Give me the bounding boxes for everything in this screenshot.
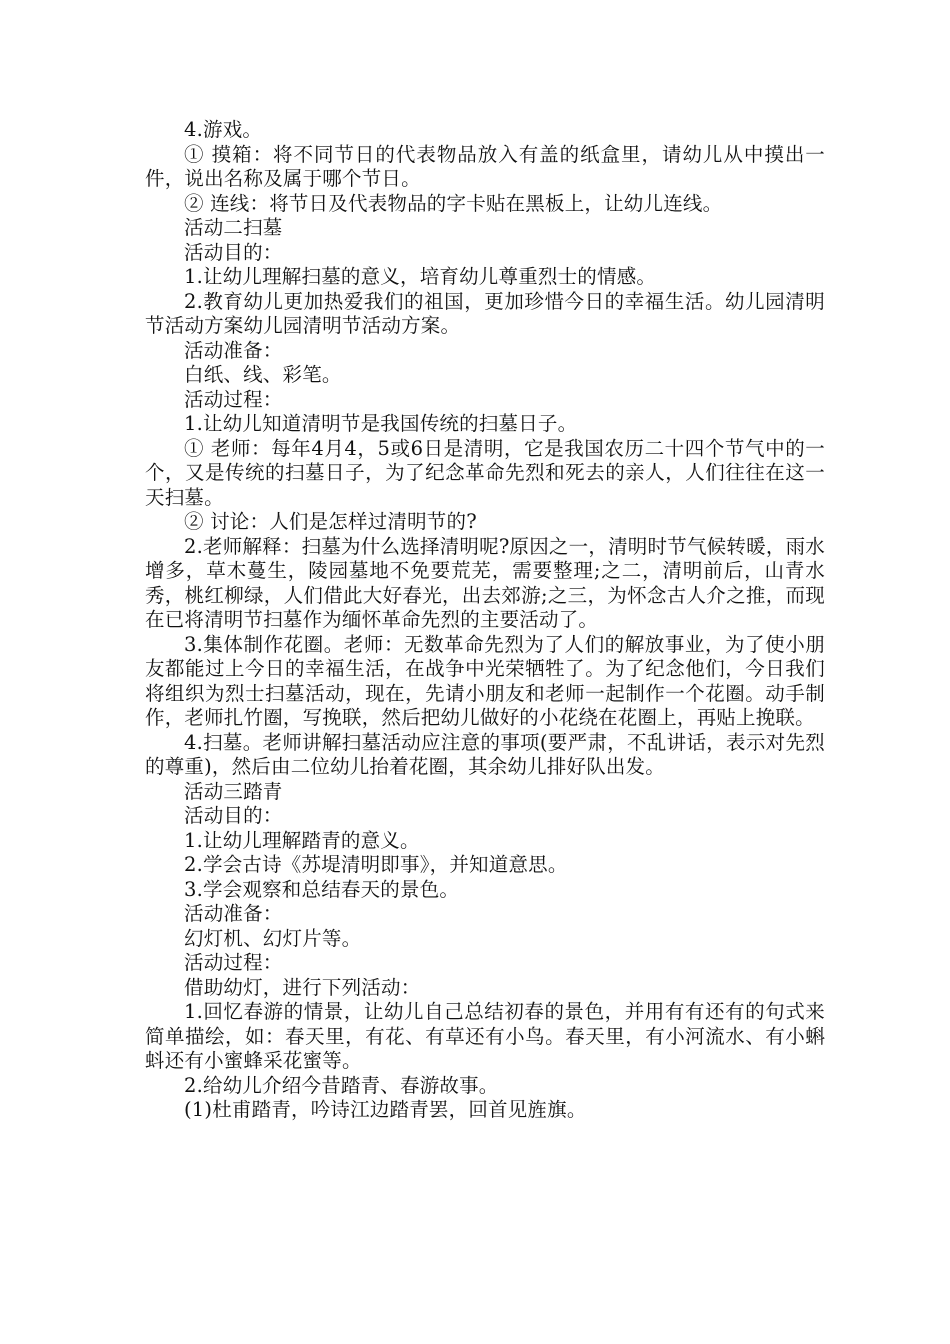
label-activity-prep: 活动准备：	[184, 338, 283, 362]
paragraph-teacher-explain: 2.老师解释：扫墓为什么选择清明呢?原因之一，清明时节气候转暖，雨水增多，草木蔓生，陵园墓地不免要荒芜，需要整理;之二，清明前后，山青水秀，桃红柳绿，人们借此大好春光，出去郊游;之三，为怀念古人介之推，而现在已将清明节扫墓作为缅怀革命先烈的主要活动了。	[145, 534, 825, 631]
paragraph-goal-3-1: 1.让幼儿理解踏青的意义。	[184, 828, 420, 852]
paragraph-slide-intro: 借助幼灯，进行下列活动：	[184, 975, 421, 999]
paragraph-game: 4.游戏。	[184, 118, 263, 141]
paragraph-sweep-tomb: 4.扫墓。老师讲解扫墓活动应注意的事项(要严肃，不乱讲话，表示对先烈的尊重)，然后由二位幼儿抬着花圈，其余幼儿排好队出发。	[145, 730, 825, 778]
paragraph-goal-3-3: 3.学会观察和总结春天的景色。	[184, 877, 460, 901]
paragraph-du-fu: (1)杜甫踏青，吟诗江边踏青罢，回首见旌旗。	[184, 1098, 587, 1121]
heading-activity-two: 活动二扫墓	[184, 216, 283, 239]
label-activity-process-3: 活动过程：	[184, 951, 283, 974]
paragraph-goal-1: 1.让幼儿理解扫墓的意义，培育幼儿尊重烈士的情感。	[184, 265, 657, 288]
paragraph-recall-spring: 1.回忆春游的情景，让幼儿自己总结初春的景色，并用有有还有的句式来简单描绘，如：春天里，有花、有草还有小鸟。春天里，有小河流水、有小蝌蚪还有小蜜蜂采花蜜等。	[145, 1000, 825, 1072]
paragraph-prep-3-materials: 幻灯机、幻灯片等。	[184, 926, 362, 950]
paragraph-connect-line: ② 连线：将节日及代表物品的字卡贴在黑板上，让幼儿连线。	[184, 191, 723, 215]
paragraph-prep-materials: 白纸、线、彩笔。	[184, 363, 342, 386]
document-body	[145, 118, 825, 1123]
paragraph-make-wreath: 3.集体制作花圈。老师：无数革命先烈为了人们的解放事业，为了使小朋友都能过上今日的幸福生活，在战争中光荣牺牲了。为了纪念他们，今日我们将组织为烈士扫墓活动，现在，先请小朋友和老师一起制作一个花圈。动手制作，老师扎竹圈，写挽联，然后把幼儿做好的小花绕在花圈上，再贴上挽联。	[145, 632, 825, 729]
paragraph-teacher-intro: ① 老师：每年4月4，5或6日是清明，它是我国农历二十四个节气中的一个，又是传统的扫墓日子，为了纪念革命先烈和死去的亲人，人们往往在这一天扫墓。	[145, 436, 825, 509]
paragraph-stories: 2.给幼儿介绍今昔踏青、春游故事。	[184, 1073, 499, 1097]
label-activity-goal: 活动目的：	[184, 240, 283, 264]
label-activity-process: 活动过程：	[184, 387, 283, 411]
paragraph-process-1: 1.让幼儿知道清明节是我国传统的扫墓日子。	[184, 412, 578, 435]
paragraph-discussion: ② 讨论：人们是怎样过清明节的?	[184, 510, 477, 533]
paragraph-goal-2: 2.教育幼儿更加热爱我们的祖国，更加珍惜今日的幸福生活。幼儿园清明节活动方案幼儿园清明节活动方案。	[145, 289, 825, 337]
paragraph-touch-box: ① 摸箱：将不同节日的代表物品放入有盖的纸盒里，请幼儿从中摸出一件，说出名称及属于哪个节日。	[145, 142, 825, 190]
heading-activity-three: 活动三踏青	[184, 779, 283, 803]
label-activity-goal-3: 活动目的：	[184, 804, 283, 827]
label-activity-prep-3: 活动准备：	[184, 902, 283, 925]
paragraph-goal-3-2: 2.学会古诗《苏堤清明即事》，并知道意思。	[184, 853, 568, 876]
